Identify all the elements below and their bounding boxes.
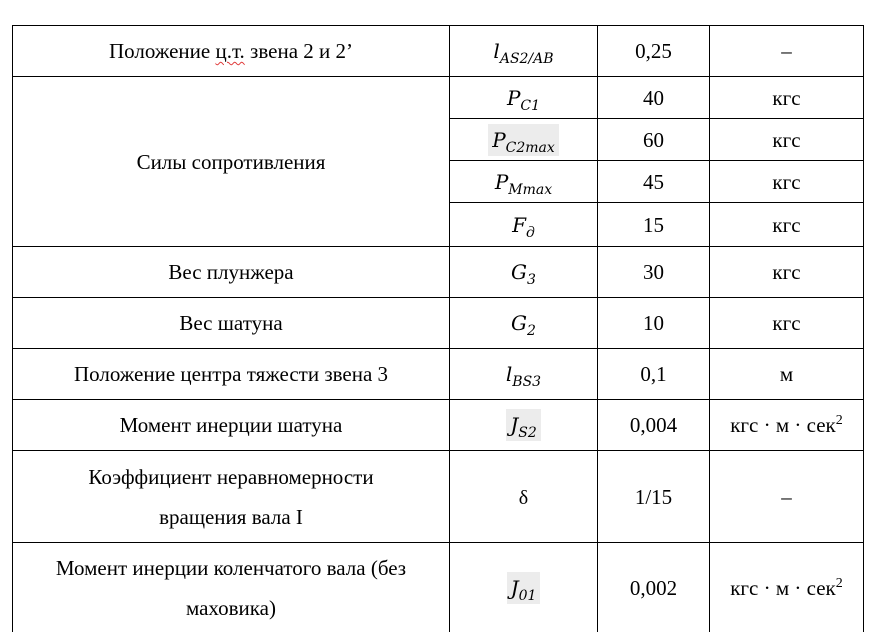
math-symbol: $G_2$ xyxy=(511,311,536,339)
math-symbol: $l_{BS3}$ xyxy=(505,362,542,390)
parameter-name-cell: Момент инерции шатуна xyxy=(13,400,450,451)
parameter-name-cell: Вес шатуна xyxy=(13,298,450,349)
math-symbol: $J_{S2}$ xyxy=(506,409,541,441)
value-cell: 30 xyxy=(598,247,710,298)
symbol-cell xyxy=(450,247,598,298)
table-row xyxy=(13,77,864,119)
unit-cell: кгс xyxy=(710,247,864,298)
symbol-cell xyxy=(450,26,598,77)
unit-cell: кгс xyxy=(710,161,864,203)
symbol-cell xyxy=(450,77,598,119)
unit-cell: – xyxy=(710,451,864,543)
value-cell: 0,004 xyxy=(598,400,710,451)
math-symbol: δ xyxy=(518,486,529,509)
unit-cell: кгс · м · сек$^2$ xyxy=(710,400,864,451)
unit-cell: кгс xyxy=(710,77,864,119)
unit-cell: кгс xyxy=(710,203,864,247)
symbol-cell xyxy=(450,203,598,247)
symbol-cell xyxy=(450,451,598,543)
symbol-cell xyxy=(450,161,598,203)
value-cell: 60 xyxy=(598,119,710,161)
parameter-name-cell: Положение центра тяжести звена 3 xyxy=(13,349,450,400)
table-row xyxy=(13,26,864,77)
symbol-cell xyxy=(450,119,598,161)
table-row xyxy=(13,298,864,349)
math-symbol: $F_д$ xyxy=(512,212,535,241)
math-symbol: $J_{01}$ xyxy=(507,572,541,604)
unit-cell: – xyxy=(710,26,864,77)
parameter-name-cell xyxy=(13,451,450,543)
unit-cell: м xyxy=(710,349,864,400)
table-row xyxy=(13,247,864,298)
math-symbol: $G_3$ xyxy=(511,260,536,288)
value-cell: 0,002 xyxy=(598,543,710,632)
value-cell: 0,25 xyxy=(598,26,710,77)
value-cell: 10 xyxy=(598,298,710,349)
value-cell: 15 xyxy=(598,203,710,247)
parameter-name-text: Положение xyxy=(109,39,216,63)
math-symbol: $P_{C1}$ xyxy=(506,85,541,114)
table-row xyxy=(13,400,864,451)
symbol-cell xyxy=(450,543,598,632)
math-symbol: $P_{Mmax}$ xyxy=(494,169,553,198)
table-row xyxy=(13,349,864,400)
parameter-name-text: звена 2 и 2’ xyxy=(244,39,353,63)
value-cell: 0,1 xyxy=(598,349,710,400)
table-row xyxy=(13,451,864,543)
parameters-table xyxy=(12,25,864,632)
value-cell: 1/15 xyxy=(598,451,710,543)
spellcheck-flagged-word: ц.т. xyxy=(215,39,245,63)
parameter-name-cell xyxy=(13,543,450,632)
table-row xyxy=(13,543,864,632)
parameter-name-text: Момент инерции коленчатого вала (без маховика) xyxy=(55,555,407,620)
parameter-name-text: Коэффициент неравномерности вращения вала I xyxy=(88,464,374,529)
math-symbol: $l_{AS2/AB}$ xyxy=(493,39,554,67)
symbol-cell xyxy=(450,349,598,400)
math-symbol: $P_{C2max}$ xyxy=(488,124,559,156)
unit-cell: кгс xyxy=(710,298,864,349)
parameter-name-cell xyxy=(13,26,450,77)
symbol-cell xyxy=(450,298,598,349)
value-cell: 45 xyxy=(598,161,710,203)
unit-cell: кгс · м · сек$^2$ xyxy=(710,543,864,632)
symbol-cell xyxy=(450,400,598,451)
parameter-name-cell: Вес плунжера xyxy=(13,247,450,298)
unit-cell: кгс xyxy=(710,119,864,161)
parameter-name-cell: Силы сопротивления xyxy=(13,77,450,247)
value-cell: 40 xyxy=(598,77,710,119)
